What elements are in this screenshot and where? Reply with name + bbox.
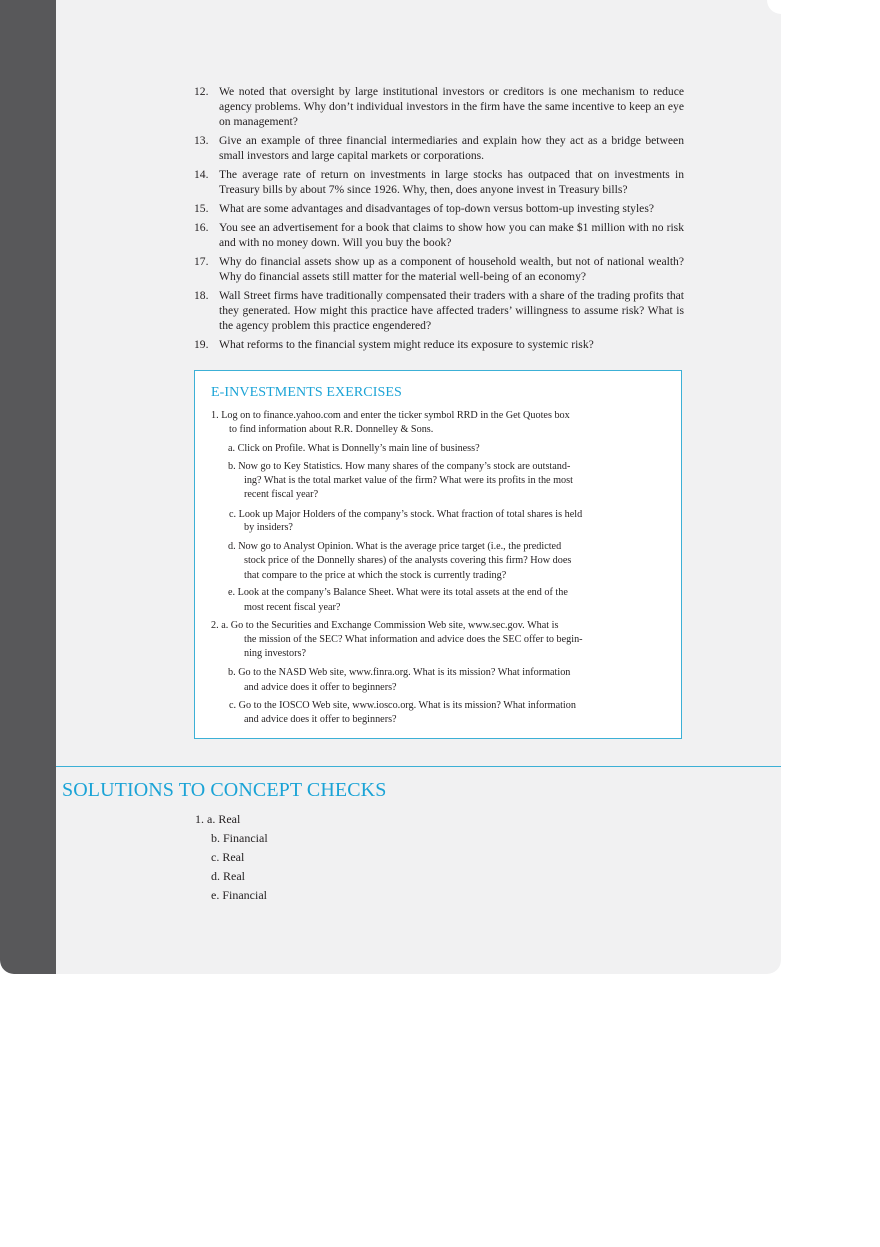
problem-text: Why do financial assets show up as a component of household wealth, but not of national wealth? Why do financial assets still matter for the material well-being of an economy? <box>219 255 684 283</box>
problem-item <box>194 167 684 197</box>
problem-list <box>194 84 684 356</box>
problem-item <box>194 254 684 284</box>
exercise-line: e. Look at the company’s Balance Sheet. What were its total assets at the end of the <box>228 587 568 598</box>
problem-number: 18. <box>194 289 209 302</box>
exercise-line: and advice does it offer to beginners? <box>244 714 397 725</box>
problem-item <box>194 288 684 333</box>
exercise-line: 2. a. Go to the Securities and Exchange Commission Web site, www.sec.gov. What is <box>211 620 559 631</box>
problem-text: You see an advertisement for a book that claims to show how you can make $1 million with no risk and with no money down. Will you buy the book? <box>219 221 684 249</box>
problem-item <box>194 84 684 129</box>
exercise-line: 1. Log on to finance.yahoo.com and enter the ticker symbol RRD in the Get Quotes box <box>211 410 570 421</box>
exercise-line: ing? What is the total market value of the firm? What were its profits in the most <box>244 475 573 486</box>
problem-text: We noted that oversight by large institutional investors or creditors is one mechanism to reduce agency problems. Why don’t individual investors in the firm have the same incentive to keep an eye on management? <box>219 85 684 128</box>
exercises-title: E-INVESTMENTS EXERCISES <box>211 385 402 400</box>
problem-text: Give an example of three financial intermediaries and explain how they act as a bridge between small investors and large capital markets or corporations. <box>219 134 684 162</box>
section-divider <box>56 766 781 767</box>
exercise-line: most recent fiscal year? <box>244 602 341 613</box>
solutions-title: SOLUTIONS TO CONCEPT CHECKS <box>62 779 387 801</box>
exercise-line: b. Now go to Key Statistics. How many shares of the company’s stock are outstand- <box>228 461 571 472</box>
problem-number: 16. <box>194 221 209 234</box>
problem-text: The average rate of return on investments in large stocks has outpaced that on investments in Treasury bills by about 7% since 1926. Why, then, does anyone invest in Treasury bills? <box>219 168 684 196</box>
exercise-line: that compare to the price at which the stock is currently trading? <box>244 570 507 581</box>
problem-number: 14. <box>194 168 209 181</box>
exercise-line: c. Go to the IOSCO Web site, www.iosco.org. What is its mission? What information <box>229 700 576 711</box>
exercise-line: to find information about R.R. Donnelley & Sons. <box>229 424 434 435</box>
exercise-line: recent fiscal year? <box>244 489 319 500</box>
exercise-line: b. Go to the NASD Web site, www.finra.org. What is its mission? What information <box>228 667 571 678</box>
problem-item <box>194 201 684 216</box>
problem-text: What reforms to the financial system might reduce its exposure to systemic risk? <box>219 338 594 351</box>
problem-item <box>194 133 684 163</box>
exercise-line: and advice does it offer to beginners? <box>244 682 397 693</box>
problem-number: 12. <box>194 85 209 98</box>
problem-text: What are some advantages and disadvantages of top-down versus bottom-up investing styles? <box>219 202 654 215</box>
problem-number: 15. <box>194 202 209 215</box>
exercise-line: the mission of the SEC? What information and advice does the SEC offer to begin- <box>244 634 583 645</box>
solution-item: c. Real <box>211 850 245 864</box>
problem-number: 19. <box>194 338 209 351</box>
solution-item: 1. a. Real <box>195 812 241 826</box>
solution-item: d. Real <box>211 869 245 883</box>
exercise-line: stock price of the Donnelly shares) of the analysts covering this firm? How does <box>244 555 572 566</box>
solution-item: e. Financial <box>211 888 267 902</box>
solution-item: b. Financial <box>211 831 268 845</box>
problem-item <box>194 220 684 250</box>
problem-text: Wall Street firms have traditionally compensated their traders with a share of the trading profits that they generated. How might this practice have affected traders’ willingness to assume risk? What is the agency problem this practice engendered? <box>219 289 684 332</box>
exercise-line: by insiders? <box>244 522 293 533</box>
exercise-line: a. Click on Profile. What is Donnelly’s main line of business? <box>228 443 480 454</box>
problem-item <box>194 337 684 352</box>
problem-number: 17. <box>194 255 209 268</box>
left-margin-bar <box>0 0 56 974</box>
exercise-line: d. Now go to Analyst Opinion. What is the average price target (i.e., the predicted <box>228 541 562 552</box>
exercise-line: c. Look up Major Holders of the company’s stock. What fraction of total shares is held <box>229 509 583 520</box>
problem-number: 13. <box>194 134 209 147</box>
e-investments-box <box>194 370 682 739</box>
exercise-line: ning investors? <box>244 648 306 659</box>
